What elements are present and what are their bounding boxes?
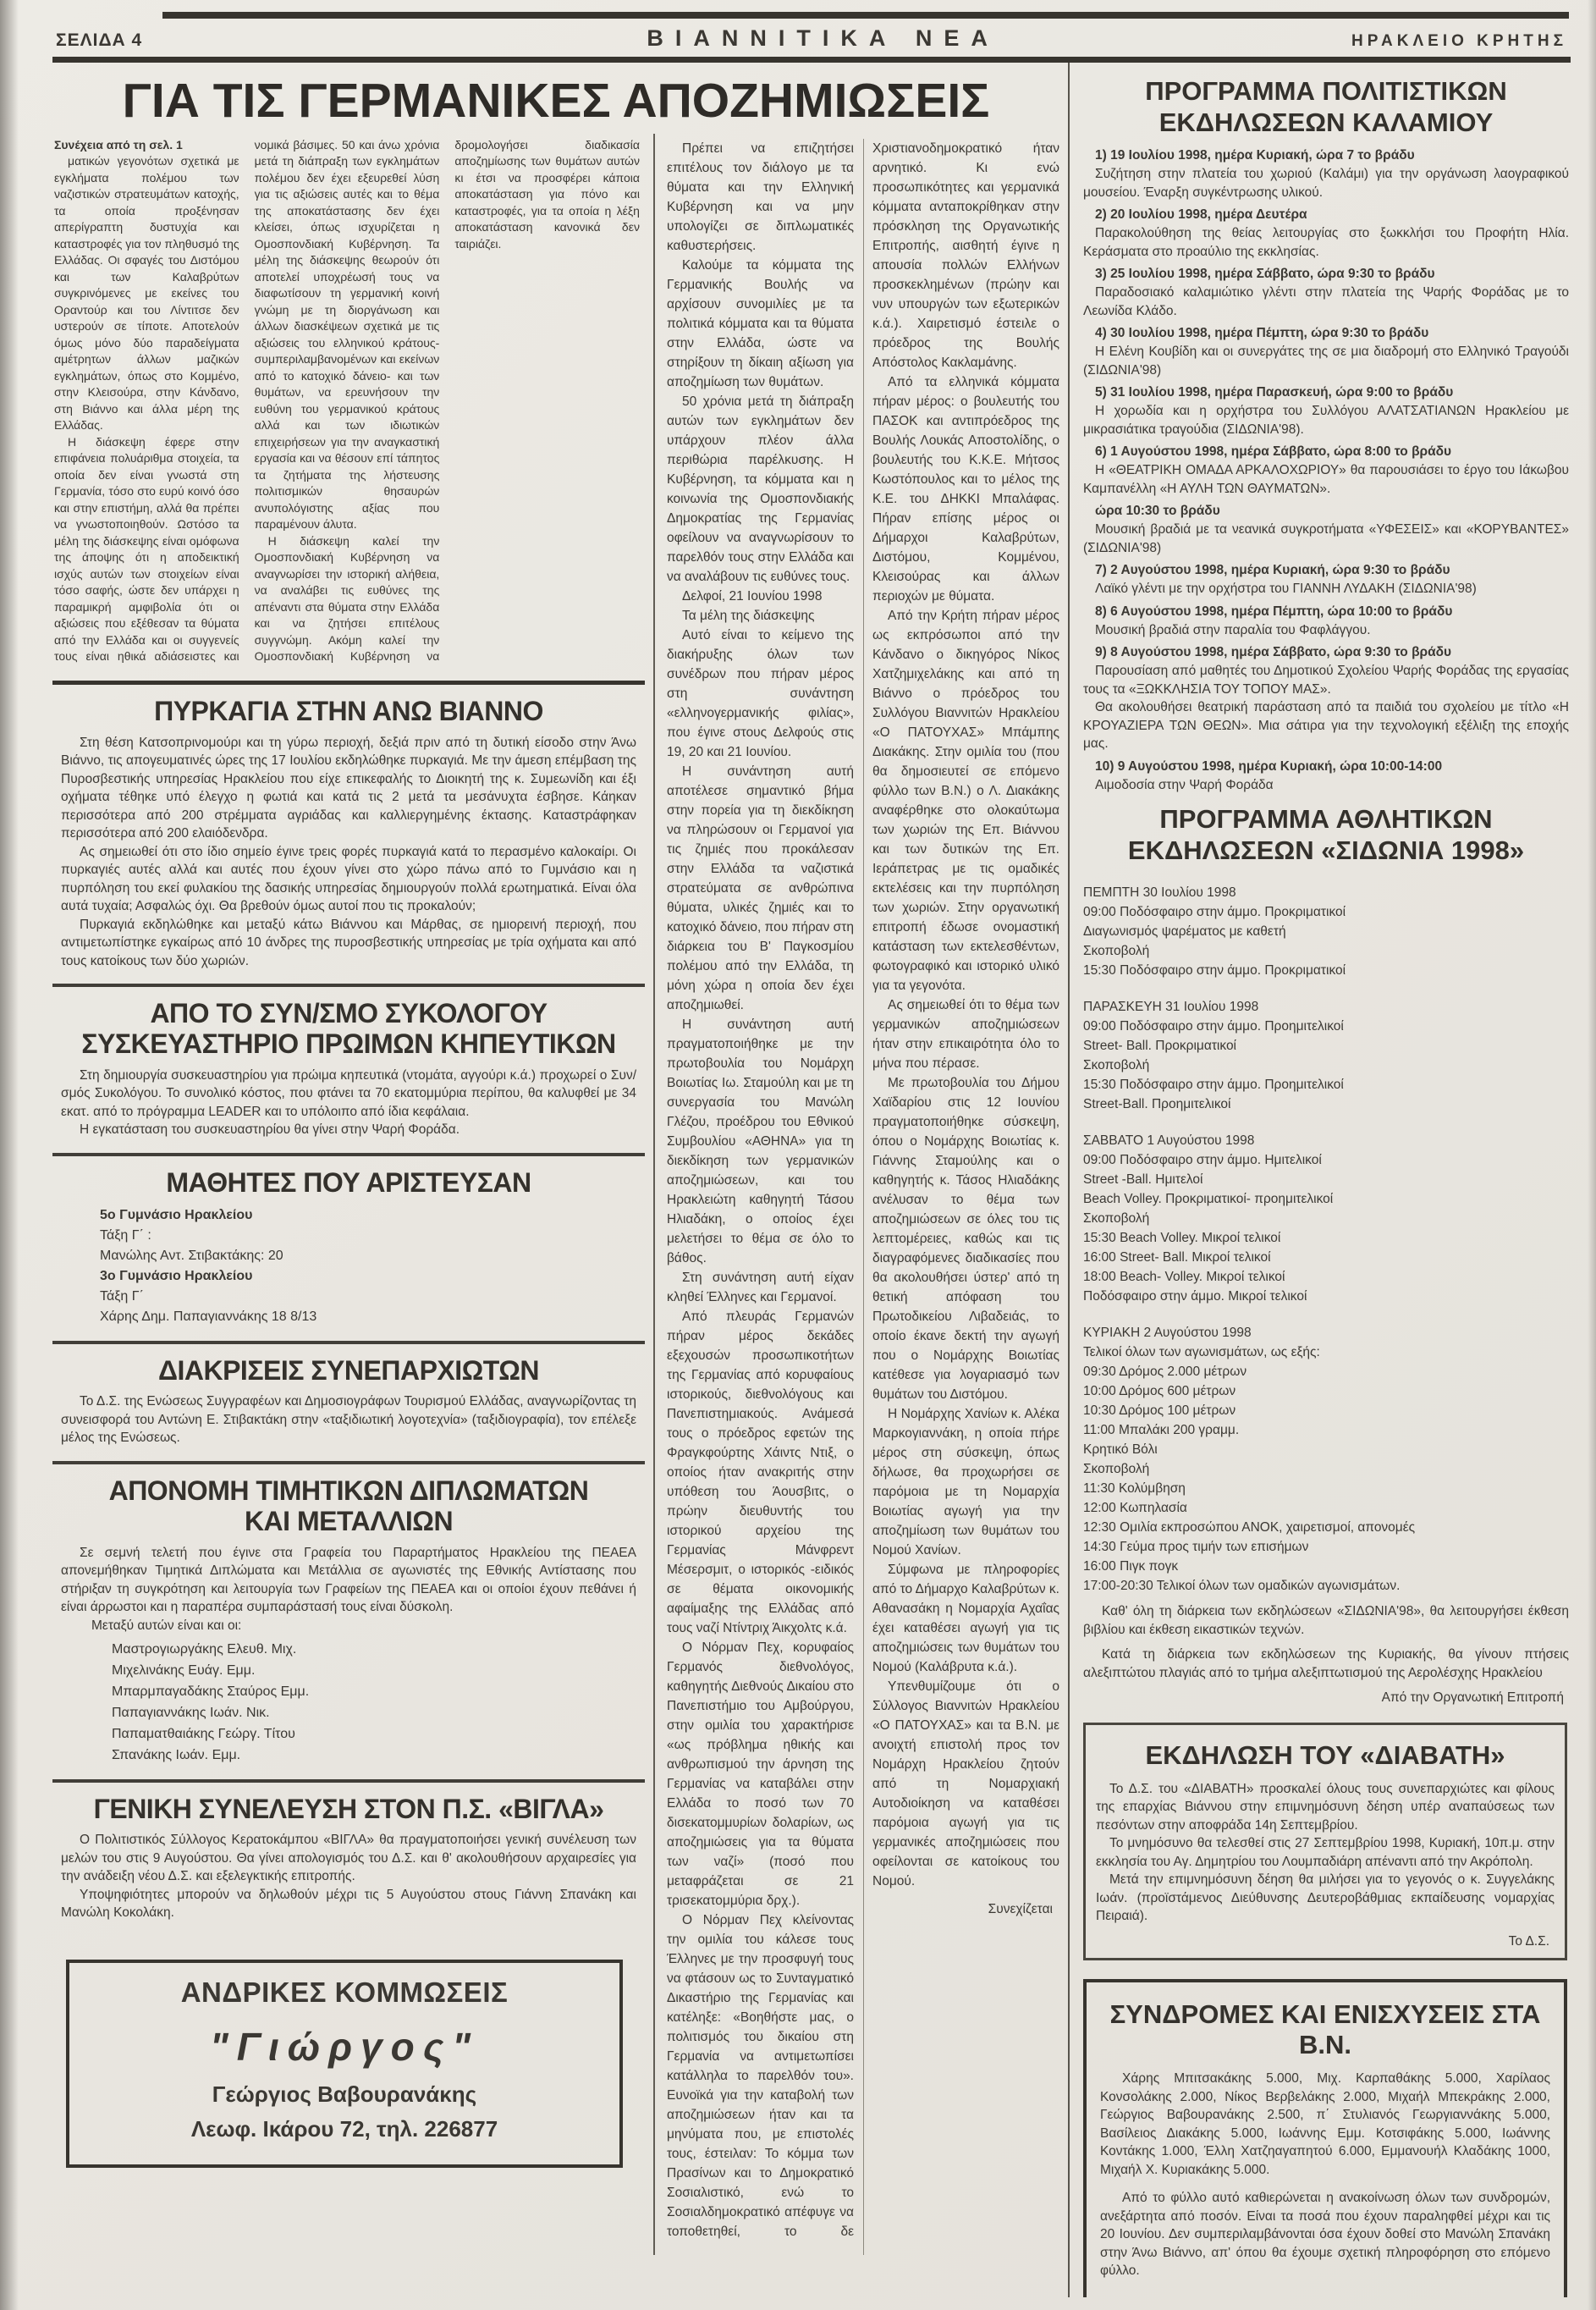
diavatis-signoff: Το Δ.Σ. [1508,1933,1549,1949]
ad-owner-name: Γεώργιος Βαβουρανάκης [212,2081,477,2107]
fire-paragraph: Ας σημειωθεί ότι στο ίδιο σημείο έγινε τρεις φορές πυρκαγιά κατά το περασμένο καλοκαίρι. Οι πυρκαγιές αυτές αλλά και αυτές που έχουν γίνει στο χώρο πάνω από το Γυμνάσιο και η πυρπόληση του εκεί φυλακίου της δασικής υπηρεσίας δημιουργούν πολλά ερωτηματικά. Είναι όλα αυτά τυχαία; Ασφαλώς όχι. Θα βρεθούν όμως αυτοί που τις προκαλούν; [61,844,636,914]
cultural-item-description: Παραδοσιακό καλαμιώτικο γλέντι στην πλατεία της Ψαρής Φοράδας με το Λεωνίδα Κλάδο. [1083,285,1569,318]
page-number: ΣΕΛΙΔΑ 4 [56,30,143,50]
athletic-day-events [1083,902,1569,980]
article-paragraph: Στη συνάντηση αυτή είχαν κληθεί Έλληνες και Γερμανοί. [667,1270,854,1304]
ad-shop-name: "Γιώργος" [209,2024,480,2069]
section-students [52,1153,645,1341]
article-paragraph: Ο Νόρμαν Πεχ κλείνοντας την ομιλία του κάλεσε τους Έλληνες με την προσφυγή τους να φτάσουν ως το Συνταγματικό Δικαστήριο της Γερμανίας και κατέληξε: «Βοηθήστε μας, ο πολιτισμός του δικαίου στη Γερμανία να αντιμετωπίσει κατάλληλα το παρελθόν του». Ευνοϊκά για την καταβολή των αποζημιώσεων ήταν και τα μηνύματα που, με επιστολές τους, έστειλαν: Το κόμμα των Πρασίνων και το Δημοκρατικό Σοσιαλιστικό, ενώ το Σοσιαλδημοκρατικό απέφυγε να τοποθετηθεί, το δε Χριστιανοδημοκρατικό ήταν αρνητικό. Κι ενώ προσωπικότητες και γερμανικά κόμματα ανταποκρίθηκαν στην πρόσκληση της Οργανωτικής Επιτροπής, αισθητή έγινε η απουσία πολλών Ελλήνων προσκεκλημένων (πρώην και νυν υπουργών των εξωτερικών κ.ά.). Χαιρετισμό έστειλε ο πρόεδρος της Βουλής Απόστολος Κακλαμάνης. [667,141,1059,2239]
article-paragraph: Από τα ελληνικά κόμματα πήραν μέρος: ο βουλευτής του ΠΑΣΟΚ και αντιπρόεδρος της Βουλής Λουκάς Αποστολίδης, ο βουλευτής του Κ.Κ.Ε. Μήτσος Κωστόπουλος και το μέλος της Κ.Ε. του ΔΗΚΚΙ Μπαλάφας. Πήραν επίσης μέρος οι Δήμαρχοι Καλαβρύτων, Διστόμου, Κομμένου, Κλεισούρας και άλλων περιοχών με θύματα. [872,374,1059,604]
article-paragraph: Αυτό είναι το κείμενο της διακήρυξης όλων των συνέδρων που πήραν μέρος στη συνάντηση «ελληνογερμανικής φιλίας», που έγινε στους Δελφούς στις 19, 20 και 21 Ιουνίου. [667,627,854,759]
cultural-item-description: Η «ΘΕΑΤΡΙΚΗ ΟΜΑΔΑ ΑΡΚΑΛΟΧΩΡΙΟΥ» θα παρουσιάσει το έργο του Ιάκωβου Καμπανέλλη «Η ΑΥΛΗ ΤΩΝ ΘΑΥΜΑΤΩΝ». [1083,463,1569,496]
sidebar-diavatis-box [1083,1723,1567,1960]
athletic-event: Σκοποβολή [1083,1211,1150,1227]
students-school: 5ο Γυμνάσιο Ηρακλείου [100,1207,253,1222]
athletic-event: 09:30 Δρόμος 2.000 μέτρων [1083,1364,1247,1380]
region-label: ΗΡΑΚΛΕΙΟ ΚΡΗΤΗΣ [1351,32,1567,50]
header-rule-top [162,12,1569,19]
article-paragraph: Η συνάντηση αυτή πραγματοποιήθηκε με την πρωτοβουλία του Νομάρχη Βοιωτίας Ιω. Σταμούλη και με τη συνεργασία του Μανώλη Γλέζου, προέδρου του Εθνικού Συμβουλίου «ΑΘΗΝΑ» για τη διεκδίκηση των γερμανικών αποζημιώσεων, και του Ηρακλειώτη καθηγητή Τάσου Ηλιαδάκη, ο οποίος έχει μελετήσει το θέμα σε όλο το βάθος. [667,1017,854,1265]
athletic-event: 12:30 Ομιλία εκπροσώπου ΑΝΟΚ, χαιρετισμοί, απονομές [1083,1520,1416,1535]
awards-names-list [61,1639,636,1766]
students-class: Τάξη Γ΄ [100,1288,144,1304]
diavatis-paragraph: Μετά την επιμνημόσυνη δέηση θα μιλήσει για το γεγονός ο κ. Συγγελάκης Ιωάν. (προϊστάμενος Διεύθυνσης Δευτεροβάθμιας εκπαίδευσης νομαρχίας Πειραιά). [1096,1872,1555,1924]
athletic-day-name: ΚΥΡΙΑΚΗ 2 Αυγούστου 1998 [1083,1326,1252,1341]
section-packing-title-line1: ΑΠΟ ΤΟ ΣΥΝ/ΣΜΟ ΣΥΚΟΛΟΓΟΥ [150,998,548,1029]
article-paragraph: Η συνάντηση αυτή αποτέλεσε σημαντικό βήμα στην πορεία για τη διεκδίκηση να πληρώσουν οι Γερμανοί για τις ζημιές που προκάλεσαν στην Ελλάδα τα ναζιστικά στρατεύματα σε ανθρώπινα θύματα, υλικές ζημιές και το κατοχικό δάνειο, που πήραν στη διάρκεια του Β' Παγκοσμίου πολέμου από την Ελλάδα, τη μόνη χώρα η οποία δεν έχει αποζημιωθεί. [667,764,854,1012]
assembly-paragraph: Ο Πολιτιστικός Σύλλογος Κερατοκάμπου «ΒΙΓΛΑ» θα πραγματοποιήσει γενική συνέλευση των μελών του στις 9 Αυγούστου. Θα γίνει απολογισμός του Δ.Σ. και θ' ακολουθήσουν αρχαιρεσίες για την ανάδειξη νέου Δ.Σ. και εξελεγκτικής επιτροπής. [61,1833,636,1884]
article-left-paragraphs [54,137,640,681]
section-distinctions-body [61,1392,636,1447]
main-headline: ΓΙΑ ΤΙΣ ΓΕΡΜΑΝΙΚΕΣ ΑΠΟΖΗΜΙΩΣΕΙΣ [122,74,990,128]
athletic-title-line1: ΠΡΟΓΡΑΜΜΑ ΑΘΛΗΤΙΚΩΝ [1159,804,1493,835]
cultural-item-description: Η Ελένη Κουβίδη και οι συνεργάτες της σε μια διαδρομή στο Ελληνικό Τραγούδι (ΣΙΔΩΝΙΑ'98) [1083,345,1569,378]
section-distinctions [52,1341,645,1461]
section-awards-title [61,1476,636,1537]
athletic-event: 10:00 Δρόμος 600 μέτρων [1083,1384,1236,1399]
article-paragraph: Πρέπει να επιζητήσει επιτέλους τον διάλογο με τα θύματα και την Ελληνική Κυβέρνηση και να μην υπολογίζει σε διπλωματικές καθυστερήσεις. [667,141,854,253]
sidebar-subscriptions-box [1083,1979,1567,2297]
cultural-item-date: 6) 1 Αυγούστου 1998, ημέρα Σάββατο, ώρα 8:00 το βράδυ [1095,444,1452,460]
section-students-title: ΜΑΘΗΤΕΣ ΠΟΥ ΑΡΙΣΤΕΥΣΑΝ [166,1166,531,1198]
athletic-day-thursday [1083,883,1569,980]
article-columns-right [653,134,1059,2255]
athletic-event: 12:00 Κωπηλασία [1083,1501,1187,1516]
cultural-item-description: Αιμοδοσία στην Ψαρή Φοράδα [1095,777,1274,792]
athletic-event: Διαγωνισμός ψαρέματος με καθετή [1083,924,1286,940]
subscriptions-paragraph: Από το φύλλο αυτό καθιερώνεται η ανακοίνωση όλων των συνδρομών, ανεξάρτητα από ποσόν. Είναι τα ποσά που έχουν παραληφθεί μέχρι και τις 20 Ιουνίου. Δεν συμπεριλαμβάνονται όσα έχουν δοθεί στο Μανώλη Σπανάκη στην Άνω Βιάννο, απ' όπου θα έχουμε σχετική πληροφόρηση στο επόμενο φύλλο. [1100,2191,1550,2279]
athletic-event: 11:30 Κολύμβηση [1083,1481,1186,1497]
athletic-event: Σκοποβολή [1083,944,1150,959]
awards-name: Παπαματθαιάκης Γεώργ. Τίτου [112,1726,295,1741]
section-awards-title-line2: ΚΑΙ ΜΕΤΑΛΛΙΩΝ [244,1505,454,1536]
students-class: Τάξη Γ΄ : [100,1227,151,1243]
section-packing-title [61,999,636,1060]
athletic-event: 14:30 Γεύμα προς τιμήν των επισήμων [1083,1540,1309,1555]
section-packing-body [61,1067,636,1139]
header-rule-bottom [52,57,1571,63]
students-school: 3ο Γυμνάσιο Ηρακλείου [100,1268,253,1283]
assembly-paragraph: Υποψηφιότητες μπορούν να δηλωθούν μέχρι τις 5 Αυγούστου στους Γιάννη Σπανάκη και Μανώλη Κοκολάκη. [61,1887,636,1921]
article-paragraph: Τα μέλη της διάσκεψης [682,608,815,623]
athletic-event: 10:30 Δρόμος 100 μέτρων [1083,1403,1236,1419]
cultural-item-description: Θα ακολουθήσει θεατρική παράσταση από τα παιδιά του σχολείου με τίτλο «Η ΚΡΟΥΑΖΙΕΡΑ ΤΩΝ ΘΕΩΝ». Μια σάτιρα για την τεχνολογική εξέλιξη της εποχής μας. [1083,700,1569,752]
cultural-item-description: Η χορωδία και η ορχήστρα του Συλλόγου ΑΛΑΤΣΑΤΙΑΝΩΝ Ηρακλείου με μικρασιάτικα τραγούδια (ΣΙΔΩΝΙΑ'98). [1083,404,1569,437]
cultural-item-description: Μουσική βραδιά με τα νεανικά συγκροτήματα «ΥΦΕΣΕΙΣ» και «ΚΟΡΥΒΑΝΤΕΣ» (ΣΙΔΩΝΙΑ'98) [1083,522,1569,555]
subscriptions-paragraph: Χάρης Μπιτσακάκης 5.000, Μιχ. Καρπαθάκης 5.000, Χαρίλαος Κονσολάκης 2.000, Νίκος Βερβελάκης 2.000, Μιχαήλ Μπεκράκης 2.000, Γεώργιος Βαβουρανάκης 2.500, π΄ Στυλιανός Γεωργιαννάκης 5.000, Βασίλειος Διακάκης 5.000, Ιωάννης Εμμ. Κοτσιφάκης 5.000, Ιωάννης Κοντάκης 1.000, Έλλη Χατζηαγαπητού 6.000, Εμμανουήλ Κλαδάκης 1000, Μιχαήλ Χ. Κυριακάκης 5.000. [1100,2071,1550,2177]
section-assembly-body [61,1831,636,1922]
cultural-title-line1: ΠΡΟΓΡΑΜΜΑ ΠΟΛΙΤΙΣΤΙΚΩΝ [1145,76,1507,106]
athletic-day-events [1083,1150,1569,1306]
page-content [0,63,1596,2297]
athletic-event: 18:00 Beach- Volley. Μικροί τελικοί [1083,1270,1285,1285]
distinctions-paragraph: Το Δ.Σ. της Ενώσεως Συγγραφέων και Δημοσιογράφων Τουρισμού Ελλάδας, αναγνωρίζοντας τη συνεισφορά του Αντώνη Ε. Στιβακτάκη στην «ταξιδιωτική λογοτεχνία» (ταξιδιογραφία), τον επέλεξε μέλος της Ενώσεως. [61,1394,636,1446]
athletic-event: Street -Ball. Ημιτελοί [1083,1172,1203,1188]
article-paragraph: Με πρωτοβουλία του Δήμου Χαϊδαρίου στις 12 Ιουνίου πραγματοποιήθηκε σύσκεψη, όπου ο Νομάρχης Βοιωτίας κ. Γιάννης Σταμούλης και ο καθηγητής κ. Τάσος Ηλιαδάκης ανέλυσαν το θέμα των αποζημιώσεων σε όλες του τις λεπτομέρειες, καθώς και τις διαγραφόμενες διαδικασίες που θα ακολουθήσει ύστερ' από τη θετική απόφαση του Πρωτοδικείου Λιβαδειάς, το οποίο έκανε δεκτή την αγωγή που ο Νομάρχης Βοιωτίας κατέθεσε για λογαριασμό των θυμάτων του Διστόμου. [872,1075,1059,1402]
awards-paragraph: Σε σεμνή τελετή που έγινε στα Γραφεία του Παραρτήματος Ηρακλείου της ΠΕΑΕΑ απονεμήθηκαν Τιμητικά Διπλώματα και Μετάλλια σε αγωνιστές της Εθνικής Αντίστασης που στήριξαν τη συγκρότηση και λειτουργία των Γραφείων της ΠΕΑΕΑ και οι οποίοι έχουν πεθάνει ή είναι άρρωστοι και η παραπέρα συμπαράστασή τους είναι δύσκολη. [61,1545,636,1615]
cultural-item-date: 1) 19 Ιουλίου 1998, ημέρα Κυριακή, ώρα 7 το βράδυ [1095,148,1415,163]
article-paragraph: Ο Νόρμαν Πεχ, κορυφαίος Γερμανός διεθνολόγος, καθηγητής Διεθνούς Δικαίου στο Πανεπιστήμιο του Αμβούργου, στην ομιλία του χαρακτήρισε «ως πρόβλημα ηθικής και ανθρωπισμού την άρνηση της Γερμανίας να καταβάλει στην Ελλάδα το ποσό των 70 δισεκατομμυρίων δολαρίων, ως αποζημιώσεις για τα θύματα των ναζί» (ποσό που μεταφράζεται σε 21 τρισεκατομμύρια δρχ.). [667,1640,854,1908]
athletic-day-sunday [1083,1323,1569,1596]
section-packing-title-line2: ΣΥΣΚΕΥΑΣΤΗΡΙΟ ΠΡΩΙΜΩΝ ΚΗΠΕΥΤΙΚΩΝ [81,1028,616,1059]
cultural-item-date: ώρα 10:30 το βράδυ [1095,504,1220,519]
cultural-item-date: 5) 31 Ιουλίου 1998, ημέρα Παρασκευή, ώρα 9:00 το βράδυ [1095,385,1454,400]
cultural-item-date: 2) 20 Ιουλίου 1998, ημέρα Δευτέρα [1095,207,1307,223]
subscriptions-body [1100,2070,1550,2280]
article-columns-left [52,134,645,681]
cultural-item-date: 8) 6 Αυγούστου 1998, ημέρα Πέμπτη, ώρα 10:00 το βράδυ [1095,604,1453,619]
page-header [0,0,1596,63]
section-distinctions-title: ΔΙΑΚΡΙΣΕΙΣ ΣΥΝΕΠΑΡΧΙΩΤΩΝ [157,1354,540,1386]
article-paragraph: 50 χρόνια μετά τη διάπραξη αυτών των εγκλημάτων δεν υπάρχουν πλέον άλλα περιθώρια παρέλκυσης. Η Κυβέρνηση, τα κόμματα και η κοινωνία της Ομοσπονδιακής Δημοκρατίας της Γερμανίας οφείλουν να αναγνωρίσουν το παρελθόν τους στην Ελλάδα και να αναλάβουν τις ευθύνες τους. [667,394,854,584]
article-paragraph: ματικών γεγονότων σχετικά με εγκλήματα πολέμου των ναζιστικών στρατευμάτων κατοχής, τα οποία προξένησαν απερίγραπτη δυστυχία και καταστροφές για τον πληθυσμό της Ελλάδας. Οι σφαγές του Διστόμου και των Καλαβρύτων συγκρινόμενες με εκείνες του Οραντούρ και του Λίντιτσε δεν υστερούν σε τίποτε. Αποτελούν όμως μόνο δύο παραδείγματα αμέτρητων άλλων μαζικών εγκλημάτων, όπως στο Κομμένο, στην Κλεισούρα, στην Κάνδανο, στη Βιάννο και άλλα μέρη της Ελλάδας. [54,154,239,433]
students-entry: Χάρης Δημ. Παπαγιαννάκης 18 8/13 [100,1309,317,1324]
cultural-item-date: 7) 2 Αυγούστου 1998, ημέρα Κυριακή, ώρα 9:30 το βράδυ [1095,563,1450,578]
athletic-event: 09:00 Ποδόσφαιρο στην άμμο. Προκριματικοί [1083,905,1346,920]
awards-name: Σπανάκης Ιωάν. Εμμ. [112,1747,241,1762]
cultural-items [1083,146,1569,794]
cultural-item-date: 10) 9 Αυγούστου 1998, ημέρα Κυριακή, ώρα 10:00-14:00 [1095,758,1443,774]
packing-paragraph: Στη δημιουργία συσκευαστηρίου για πρώιμα κηπευτικά (ντομάτα, αγγούρι κ.ά.) προχωρεί ο Συν/σμός Συκολόγου. Το συνολικό κόστος, που φτάνει τα 70 εκατομμύρια περίπου, θα καλυφθεί με 34 εκατ. από το πρόγραμμα LEADER και το υπόλοιπο από ίδια κεφάλαια. [61,1067,636,1119]
section-awards [52,1461,645,1779]
cultural-title-line2: ΕΚΔΗΛΩΣΕΩΝ ΚΑΛΑΜΙΟΥ [1158,107,1494,137]
sidebar [1068,63,1571,2297]
athletic-notes [1083,1602,1569,1682]
athletic-event: 15:30 Beach Volley. Μικροί τελικοί [1083,1231,1281,1246]
awards-name: Μαστρογιωργάκης Ελευθ. Μιχ. [112,1641,297,1657]
section-assembly-title: ΓΕΝΙΚΗ ΣΥΝΕΛΕΥΣΗ ΣΤΟΝ Π.Σ. «ΒΙΓΛΑ» [93,1793,604,1824]
athletic-event: 15:30 Ποδόσφαιρο στην άμμο. Προημιτελικοί [1083,1078,1344,1093]
athletic-day-events [1083,1017,1569,1114]
ad-box-hairdresser [66,1960,623,2168]
athletic-day-name: ΣΑΒΒΑΤΟ 1 Αυγούστου 1998 [1083,1133,1255,1149]
cultural-item-date: 9) 8 Αυγούστου 1998, ημέρα Σάββατο, ώρα 9:30 το βράδυ [1095,645,1452,660]
sidebar-cultural-program [1083,76,1569,794]
awards-name: Μιχελινάκης Ευάγ. Εμμ. [112,1662,256,1678]
athletic-event: 09:00 Ποδόσφαιρο στην άμμο. Ημιτελικοί [1083,1153,1322,1168]
athletic-event: 16:00 Street- Ball. Μικροί τελικοί [1083,1250,1271,1265]
section-fire-body [61,734,636,971]
ad-category: ΑΝΔΡΙΚΕΣ ΚΟΜΜΩΣΕΙΣ [180,1976,509,2008]
cultural-item-date: 3) 25 Ιουλίου 1998, ημέρα Σάββατο, ώρα 9:30 το βράδυ [1095,267,1435,282]
subscriptions-title: ΣΥΝΔΡΟΜΕΣ ΚΑΙ ΕΝΙΣΧΥΣΕΙΣ ΣΤΑ Β.Ν. [1109,1999,1541,2060]
main-area [52,63,1059,2297]
athletic-event: Street- Ball. Προκριματικοί [1083,1039,1237,1054]
section-awards-title-line1: ΑΠΟΝΟΜΗ ΤΙΜΗΤΙΚΩΝ ΔΙΠΛΩΜΑΤΩΝ [108,1475,589,1506]
fire-paragraph: Στη θέση Κατσοπρινομούρι και τη γύρω περιοχή, δεξιά πριν από τη δυτική είσοδο στην Άνω Βιάννο, τις απογευματινές ώρες της 17 Ιουλίου εκδηλώθηκε πυρκαγιά. Με την άμεση επέμβαση της Πυροσβεστικής υπηρεσίας Ηρακλείου που είχε επικεφαλής το Διοικητή της κ. Συμεωνίδη και έξι οχήματα τέθηκε υπό έλεγχο η φωτιά και κατά τις 2 μετά τα μεσάνυχτα έσβησε. Κάηκαν περισσότερα από 200 στρέμματα αγριάδας και καλλιεργημένης έκτασης. Καταστράφηκαν περισσότερα από 200 ελαιόδενδρα. [61,735,636,841]
students-list [61,1205,636,1327]
athletic-event: 16:00 Πιγκ πογκ [1083,1559,1179,1574]
diavatis-title: ΕΚΔΗΛΩΣΗ ΤΟΥ «ΔΙΑΒΑΤΗ» [1145,1740,1505,1771]
athletic-event: 11:00 Μπαλάκι 200 γραμμ. [1083,1423,1240,1438]
newspaper-title: ΒΙΑΝΝΙΤΙΚΑ ΝΕΑ [647,25,999,51]
article-right-paragraphs [667,139,1059,2255]
athletic-note: Κατά τη διάρκεια των εκδηλώσεων της Κυριακής, θα γίνουν πτήσεις αλεξιπτώτου πλαγιάς από το τμήμα αλεξιπτωτισμού της Αερολέσχης Ηρακλείου [1083,1647,1569,1680]
awards-list-head: Μεταξύ αυτών είναι και οι: [91,1618,242,1633]
article-paragraph: Καλούμε τα κόμματα της Γερμανικής Βουλής να αρχίσουν συνομιλίες με τα πολιτικά κόμματα και τα θύματα στην Ελλάδα, ώστε να στηρίξουν τη δίκαιη αξίωση για αποζημίωση των θυμάτων. [667,257,854,389]
article-paragraph: Δελφοί, 21 Ιουνίου 1998 [682,588,823,604]
left-column-zone [52,134,645,2297]
section-awards-body [61,1544,636,1617]
athletic-event: 17:00-20:30 Τελικοί όλων των ομαδικών αγωνισμάτων. [1083,1579,1401,1594]
section-fire [52,681,645,984]
athletic-event: Ποδόσφαιρο στην άμμο. Μικροί τελικοί [1083,1289,1307,1304]
athletic-title-line2: ΕΚΔΗΛΩΣΕΩΝ «ΣΙΔΩΝΙΑ 1998» [1127,835,1525,865]
article-paragraph: Η διάσκεψη έφερε στην επιφάνεια πολυάριθμα στοιχεία, τα οποία δεν είναι γνωστά στη Γερμανία, τόσο στο ευρύ κοινό όσο και στην επιστήμη, αλλά θα πρέπει να γνωστοποιηθούν. Ωστόσο τα μέλη της διάσκεψης είναι ομόφωνα της άποψης ότι η αποδεικτική ισχύς αυτών των στοιχείων είναι τόσο σαφής, ώστε δεν υπάρχει η παραμικρή αμφιβολία ότι οι αξιώσεις που εξέθεσαν τα θύματα από την Ελλάδα και οι συγγενείς τους είναι ηθικά αδιάσειστες και νομικά βάσιμες. 50 και άνω χρόνια μετά τη διάπραξη των εγκλημάτων πολέμου δεν έχει εξευρεθεί λύση για τις αξιώσεις αυτές και το θέμα της αποκατάστασης δεν έχει κλείσει, όπως ισχυρίζεται η Ομοσπονδιακή Κυβέρνηση. Τα μέλη της διάσκεψης θεωρούν ότι αποτελεί υποχρέωσή τους να διαφωτίσουν τη γερμανική κοινή γνώμη με τη διοργάνωση και άλλων διασκέψεων σχετικά με τις αξιώσεις του ελληνικού κράτους- συμπεριλαμβανομένων και εκείνων από το κατοχικό δάνειο- και των θυμάτων, να ερευνήσουν την ευθύνη του γερμανικού κράτους αλλά και των ιδιωτικών επιχειρήσεων για την αναγκαστική εργασία και να θέσουν επί τάπητος τα ζητήματα της λήστευσης πολιτισμικών θησαυρών ανυπολόγιστης αξίας που παραμένουν άλυτα. [54,137,440,664]
article-paragraph: Σύμφωνα με πληροφορίες από το Δήμαρχο Καλαβρύτων κ. Αθανασάκη η Νομαρχία Αχαΐας έχει καταθέσει αγωγή για τις αποζημιώσεις των θυμάτων του Νομού (Καλάβρυτα κ.ά.). [872,1562,1059,1674]
cultural-item-description: Λαϊκό γλέντι με την ορχήστρα του ΓΙΑΝΝΗ ΛΥΔΑΚΗ (ΣΙΔΩΝΙΑ'98) [1095,582,1477,597]
athletic-day-name: ΠΕΜΠΤΗ 30 Ιουλίου 1998 [1083,885,1236,901]
athletic-event: Σκοποβολή [1083,1462,1150,1477]
section-packing [52,984,645,1153]
athletic-program-title [1083,804,1569,866]
athletic-day-saturday [1083,1131,1569,1306]
section-assembly [52,1779,645,1936]
article-paragraph: Υπενθυμίζουμε ότι ο Σύλλογος Βιαννιτών Ηρακλείου «Ο ΠΑΤΟΥΧΑΣ» και τα Β.Ν. με ανοιχτή επιστολή προς τον Νομάρχη Ηρακλείου ζητούν από τη Νομαρχιακή Αυτοδιοίκηση να καταθέσει παρόμοια αγωγή για τις γερμανικές αποζημιώσεις που οφείλονται σε κατοίκους του Νομού. [872,1679,1059,1888]
diavatis-paragraph: Το Δ.Σ. του «ΔΙΑΒΑΤΗ» προσκαλεί όλους τους συνεπαρχιώτες και φίλους της επαρχίας Βιάννου στην επιμνημόσυνη δέηση υπέρ αναπαύσεως των πεσόντων στην αποφράδα 14η Σεπτεμβρίου. [1096,1781,1555,1833]
athletic-event: 15:30 Ποδόσφαιρο στην άμμο. Προκριματικοί [1083,963,1346,979]
athletic-day-events [1083,1342,1569,1596]
article-continued-label: Συνεχίζεται [988,1901,1053,1916]
packing-paragraph: Η εγκατάσταση του συσκευαστηρίου θα γίνει στην Ψαρή Φοράδα. [80,1122,460,1138]
fire-paragraph: Πυρκαγιά εκδηλώθηκε και μεταξύ κάτω Βιάννου και Μάρθας, σε ημιορεινή περιοχή, που αντιμετωπίστηκε εγκαίρως από 10 άνδρες της πυροσβεστικής υπηρεσίας με τρία οχήματα και από τους κατοίκους των δύο χωριών. [61,917,636,968]
athletic-event: Street-Ball. Προημιτελικοί [1083,1097,1231,1112]
cultural-item-description: Παρακολούθηση της θείας λειτουργίας στο ξωκκλήσι του Προφήτη Ηλία. Κεράσματα στο προαύλιο της εκκλησίας. [1083,226,1569,259]
awards-name: Μπαρμπαγαδάκης Σταύρος Εμμ. [112,1684,310,1699]
cultural-item-description: Παρουσίαση από μαθητές του Δημοτικού Σχολείου Ψαρής Φοράδας της εργασίας τους τα «ΞΩΚΚΛΗΣΙΑ ΤΟΥ ΤΟΠΟΥ ΜΑΣ». [1083,664,1569,697]
athletic-event: Σκοποβολή [1083,1058,1150,1073]
article-lead: Συνέχεια από τη σελ. 1 [54,137,183,152]
athletic-note: Καθ' όλη τη διάρκεια των εκδηλώσεων «ΣΙΔΩΝΙΑ'98», θα λειτουργήσει έκθεση βιβλίου και έκθεση εικαστικών τεχνών. [1083,1604,1569,1637]
sidebar-athletic-program [1083,804,1569,1706]
article-paragraph: Η διάσκεψη καλεί την Ομοσπονδιακή Κυβέρνηση να αναγνωρίσει την ιστορική αλήθεια, να αναλάβει τις ευθύνες της απέναντι στα θύματα στην Ελλάδα και να ζητήσει επιτέλους συγγνώμη. Ακόμη καλεί την Ομοσπονδιακή Κυβέρνηση να δρομολογήσει διαδικασία αποζημίωσης των θυμάτων αυτών κι έτσι να προσφέρει κάποια αποκατάσταση για πόνο και καταστροφές, για τα οποία η λέξη αποκατάσταση κανονικά δεν ταιριάζει. [254,137,640,664]
cultural-program-title [1083,76,1569,138]
cultural-item-description: Μουσική βραδιά στην παραλία του Φαφλάγγου. [1095,622,1371,637]
students-entry: Μανώλης Αντ. Στιβακτάκης: 20 [100,1248,283,1263]
section-fire-title: ΠΥΡΚΑΓΙΑ ΣΤΗΝ ΑΝΩ ΒΙΑΝΝΟ [154,695,543,726]
awards-name: Παπαγιαννάκης Ιωάν. Νικ. [112,1705,270,1720]
article-paragraph: Ας σημειωθεί ότι το θέμα των γερμανικών αποζημιώσεων ήταν στην επικαιρότητα όλο το μήνα που πέρασε. [872,997,1059,1071]
article-paragraph: Από πλευράς Γερμανών πήραν μέρος δεκάδες εξεχουσών προσωπικοτήτων της Γερμανίας από κορυφαίους ιστορικούς, διεθνολόγους και Πανεπιστημιακούς. Ανάμεσά τους ο πρόεδρος εφετών της Φραγκφούρτης Χάιντς Ντιξ, ο οποίος ήταν ανακριτής στην υπόθεση του Άουσβιτς, ο πρώην διευθυντής του ιστορικού αρχείου της Γερμανίας Μάνφρεντ Μέσερσμιτ, ο ιστορικός -ειδικός σε θέματα οικονομικής αφαίμαξης της Ελλάδας από τους ναζί Ντίντριχ Άικχολτς κ.ά. [667,1309,854,1635]
athletic-day-friday [1083,997,1569,1114]
diavatis-paragraph: Το μνημόσυνο θα τελεσθεί στις 27 Σεπτεμβρίου 1998, Κυριακή, 10π.μ. στην εκκλησία του Αγ. Δημητρίου του Λουμπαδιάρη απέναντι από την Ακρόπολη. [1096,1836,1555,1869]
athletic-signoff: Από την Οργανωτική Επιτροπή [1381,1690,1564,1706]
diavatis-body [1096,1780,1555,1926]
article-paragraph: Η Νομάρχης Χανίων κ. Αλέκα Μαρκογιαννάκη, η οποία πήρε μέρος στη σύσκεψη, όπως δήλωσε, θα προχωρήσει σε παρόμοια με τη Νομαρχία Βοιωτίας αγωγή για την αποζημίωση των θυμάτων του Νομού Χανίων. [872,1406,1059,1557]
athletic-event: Beach Volley. Προκριματικοί- προημιτελικοί [1083,1192,1334,1207]
athletic-event: Τελικοί όλων των αγωνισμάτων, ως εξής: [1083,1345,1320,1360]
ad-address: Λεωφ. Ικάρου 72, τηλ. 226877 [190,2115,498,2142]
athletic-event: 09:00 Ποδόσφαιρο στην άμμο. Προημιτελικοί [1083,1019,1344,1034]
athletic-event: Κρητικό Βόλι [1083,1442,1158,1458]
article-paragraph: Από την Κρήτη πήραν μέρος ως εκπρόσωποι από την Κάνδανο ο δικηγόρος Νίκος Χατζημιχελάκης και από τη Βιάννο ο πρόεδρος του Συλλόγου Βιαννιτών Ηρακλείου «Ο ΠΑΤΟΥΧΑΣ» Μπάμπης Διακάκης. Στην ομιλία του (που θα δημοσιευτεί σε επόμενο φύλλο των Β.Ν.) ο Λ. Διακάκης αναφέρθηκε στο ολοκαύτωμα των χωριών της Επ. Βιάννου και των δυτικών της Επ. Ιεράπετρας με τις ομαδικές εκτελέσεις και την πυρπόληση των χωριών. Στην οργανωτική επιτροπή έδωσε ονομαστική κατάσταση των εκτελεσθέντων, φωτογραφικό και ιστορικό υλικό για τα γεγονότα. [872,608,1059,993]
cultural-item-description: Συζήτηση στην πλατεία του χωριού (Καλάμι) για την οργάνωση λαογραφικού μουσείου. Έναρξη συγκέντρωσης υλικού. [1083,167,1569,200]
athletic-day-name: ΠΑΡΑΣΚΕΥΗ 31 Ιουλίου 1998 [1083,1000,1259,1015]
cultural-item-date: 4) 30 Ιουλίου 1998, ημέρα Πέμπτη, ώρα 9:30 το βράδυ [1095,326,1429,341]
